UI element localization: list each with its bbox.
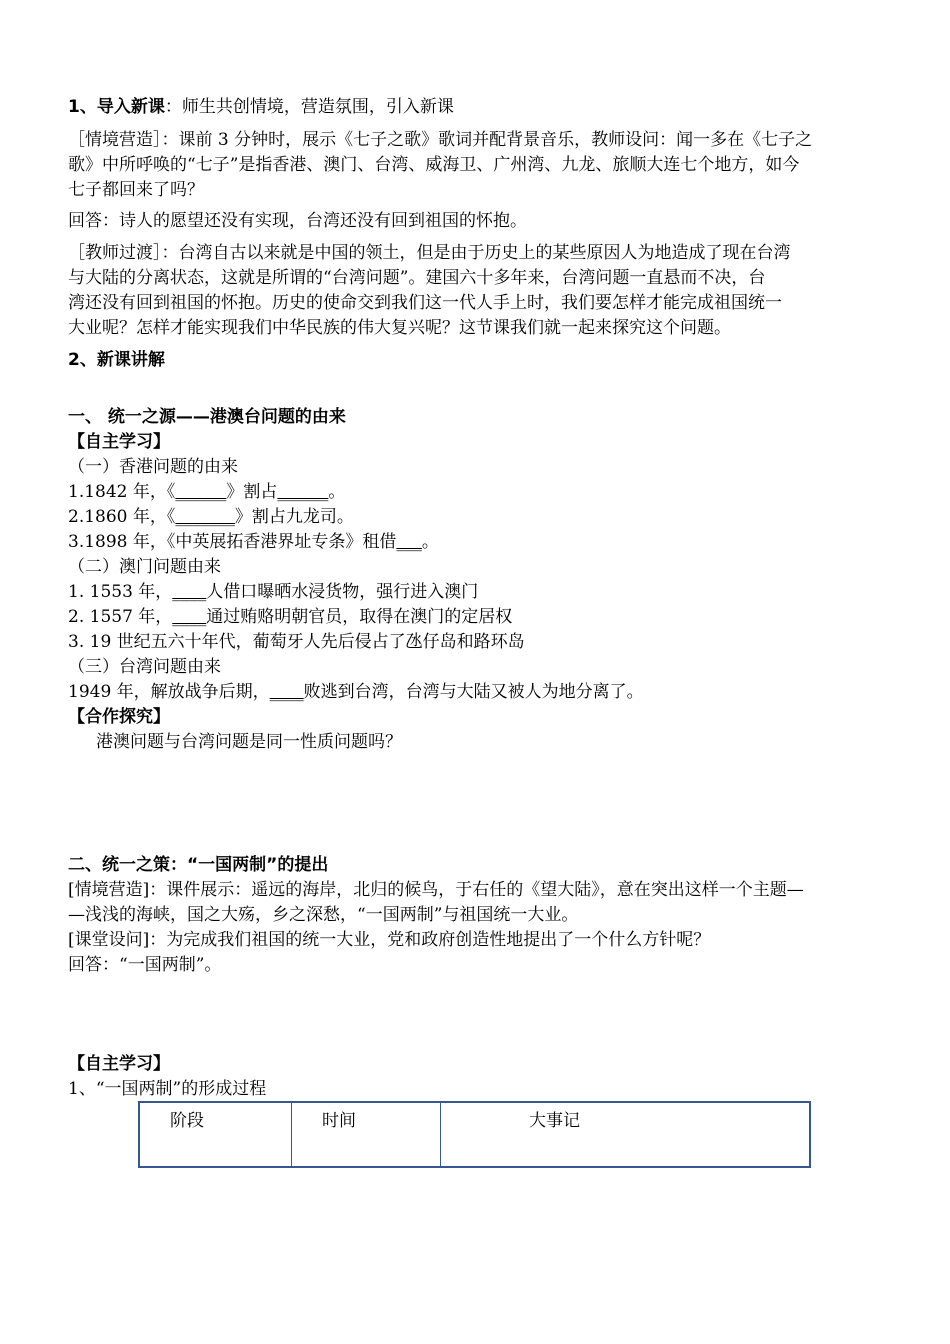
- hk-item-1-text-b: 》割占: [226, 482, 278, 502]
- part2-self-study: 【自主学习】: [68, 1054, 170, 1074]
- hk-item-2-end: 》割占九龙司。: [234, 507, 354, 527]
- hk-item-3-text: 3.1898 年，《中英展拓香港界址专条》租借: [68, 532, 397, 552]
- hk-item-3-end: 。: [421, 532, 439, 552]
- transition-line-3: 湾还没有回到祖国的怀抱。历史的使命交到我们这一代人手上时，我们要怎样才能完成祖国统一: [68, 293, 782, 313]
- macau-item-1: [68, 580, 884, 604]
- part1-title: 一、 统一之源——港澳台问题的由来: [68, 407, 346, 427]
- coop-inquiry-question: 港澳问题与台湾问题是同一性质问题吗？: [96, 732, 402, 752]
- intro-heading-title: 1、导入新课: [68, 97, 165, 117]
- macau-item-2-end: 通过贿赂明朝官员，取得在澳门的定居权: [206, 607, 513, 627]
- macau-item-2-text: 2. 1557 年，: [68, 607, 173, 627]
- hk-item-1-blank-a: ______: [175, 482, 227, 502]
- taiwan-item-1-end: 败逃到台湾，台湾与大陆又被人为地分离了。: [303, 682, 644, 702]
- hk-item-2-blank: _______: [175, 507, 235, 527]
- part1-self-study: 【自主学习】: [68, 432, 170, 452]
- taiwan-item-1: [68, 680, 884, 704]
- hk-item-1: [68, 480, 884, 504]
- macau-item-1-end: 人借口曝晒水浸货物，强行进入澳门: [206, 582, 479, 602]
- scenario-line-3: 七子都回来了吗？: [68, 180, 204, 200]
- transition-line-4: 大业呢？怎样才能实现我们中华民族的伟大复兴呢？这节课我们就一起来探究这个问题。: [68, 318, 731, 338]
- macau-item-1-blank: ____: [172, 582, 207, 602]
- part2-question: [课堂设问]：为完成我们祖国的统一大业，党和政府创造性地提出了一个什么方针呢？: [68, 930, 711, 950]
- macau-item-2: [68, 605, 884, 629]
- taiwan-heading: （三）台湾问题由来: [68, 657, 221, 677]
- macau-item-3: 3. 19 世纪五六十年代，葡萄牙人先后侵占了氹仔岛和路环岛: [68, 632, 525, 652]
- transition-line-2: 与大陆的分离状态，这就是所谓的“台湾问题”。建国六十多年来，台湾问题一直悬而不决，台: [68, 268, 766, 288]
- table-header-time: 时间: [292, 1102, 441, 1167]
- hk-item-1-text: 1.1842 年，《: [68, 482, 176, 502]
- table-header-row: [139, 1102, 810, 1167]
- hk-item-1-blank-b: ______: [277, 482, 329, 502]
- hk-heading: （一）香港问题的由来: [68, 457, 238, 477]
- table-header-events: 大事记: [441, 1102, 811, 1167]
- part2-title: 二、统一之策：“一国两制”的提出: [68, 855, 329, 875]
- transition-line-1: ［教师过渡］：台湾自古以来就是中国的领土，但是由于历史上的某些原因人为地造成了现在台湾: [68, 243, 791, 263]
- taiwan-item-1-blank: ____: [269, 682, 304, 702]
- new-lesson-heading: 2、新课讲解: [68, 350, 165, 370]
- hk-item-3: [68, 530, 884, 554]
- formation-heading: 1、“一国两制”的形成过程: [68, 1079, 267, 1099]
- macau-item-1-text: 1. 1553 年，: [68, 582, 173, 602]
- coop-inquiry-heading: 【合作探究】: [68, 707, 170, 727]
- macau-item-2-blank: ____: [172, 607, 207, 627]
- taiwan-item-1-text: 1949 年，解放战争后期，: [68, 682, 270, 702]
- hk-item-2: [68, 505, 884, 529]
- hk-item-3-blank: ___: [396, 532, 422, 552]
- scenario-line-1: ［情境营造］：课前 3 分钟时，展示《七子之歌》歌词并配背景音乐，教师设问：闻一多在《七子之: [68, 130, 813, 150]
- intro-heading: [68, 95, 884, 119]
- macau-heading: （二）澳门问题由来: [68, 557, 221, 577]
- part2-scenario-line-2: —浅浅的海峡，国之大殇，乡之深愁，“一国两制”与祖国统一大业。: [68, 905, 579, 925]
- scenario-line-2: 歌》中所呼唤的“七子”是指香港、澳门、台湾、威海卫、广州湾、九龙、旅顺大连七个地方，如今: [68, 155, 800, 175]
- formation-table: [138, 1101, 811, 1168]
- part2-answer: 回答：“一国两制”。: [68, 955, 222, 975]
- intro-answer: 回答：诗人的愿望还没有实现，台湾还没有回到祖国的怀抱。: [68, 211, 527, 231]
- table-header-stage: 阶段: [170, 1111, 204, 1131]
- part2-scenario-line-1: [情境营造]：课件展示：遥远的海岸，北归的候鸟，于右任的《望大陆》，意在突出这样一个主题—: [68, 880, 804, 900]
- hk-item-1-end: 。: [328, 482, 346, 502]
- hk-item-2-text: 2.1860 年，《: [68, 507, 176, 527]
- intro-heading-tail: ：师生共创情境，营造氛围，引入新课: [164, 97, 454, 117]
